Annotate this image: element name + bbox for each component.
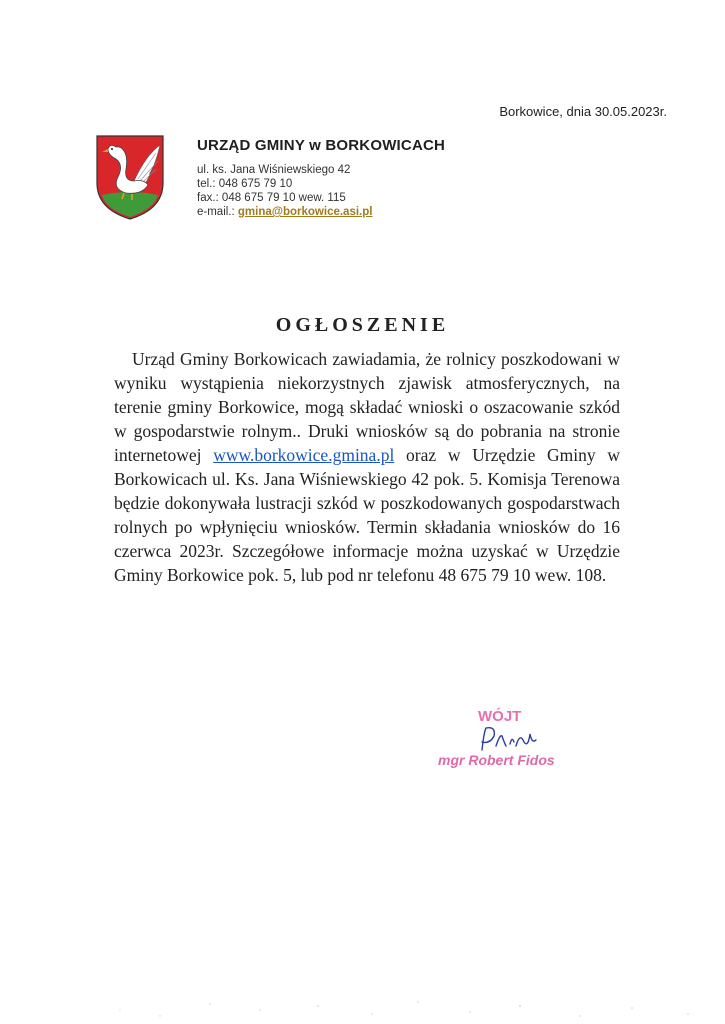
swan-coat-of-arms-icon xyxy=(94,133,166,221)
website-link[interactable]: www.borkowice.gmina.pl xyxy=(213,445,395,465)
date-line: Borkowice, dnia 30.05.2023r. xyxy=(499,104,667,119)
office-email-line xyxy=(197,205,445,219)
scan-speckle-decoration xyxy=(0,934,725,1024)
signature-name: mgr Robert Fidos xyxy=(438,752,555,768)
office-email-link[interactable]: gmina@borkowice.asi.pl xyxy=(237,206,373,218)
office-email-label: e-mail.: xyxy=(197,206,238,218)
announcement-text-part1: Urząd Gminy Borkowicach zawiadamia, że rolnicy poszkodowani w wyniku wystąpienia niekorzystnych zjawisk atmosferycznych, na terenie gminy Borkowice, mogą składać wnioski o oszacowanie szkód w gospodarstwie rolnym.. Druki wniosków są do pobrania na stronie internetowej xyxy=(114,349,620,465)
office-header xyxy=(197,137,445,219)
announcement-title: OGŁOSZENIE xyxy=(275,314,450,336)
announcement-text-part2: oraz w Urzędzie Gminy w Borkowicach ul. Ks. Jana Wiśniewskiego 42 pok. 5. Komisja Terenowa będzie dokonywała lustracji szkód w poszkodowanych gospodarstwach rolnych po wpłynięciu wniosków. Termin składania wniosków do 16 czerwca 2023r. Szczegółowe informacje można uzyskać w Urzędzie Gminy Borkowice pok. 5, lub pod nr telefonu 48 675 79 10 wew. 108. xyxy=(114,445,621,585)
announcement-body xyxy=(114,347,620,587)
office-phone: tel.: 048 675 79 10 xyxy=(197,178,293,190)
signature-role: WÓJT xyxy=(478,708,522,725)
handwritten-signature-icon xyxy=(474,722,564,756)
signature-stamp xyxy=(430,704,590,784)
office-address: ul. ks. Jana Wiśniewskiego 42 xyxy=(197,164,351,176)
office-fax: fax.: 048 675 79 10 wew. 115 xyxy=(197,192,346,204)
office-name: URZĄD GMINY w BORKOWICACH xyxy=(197,137,446,154)
